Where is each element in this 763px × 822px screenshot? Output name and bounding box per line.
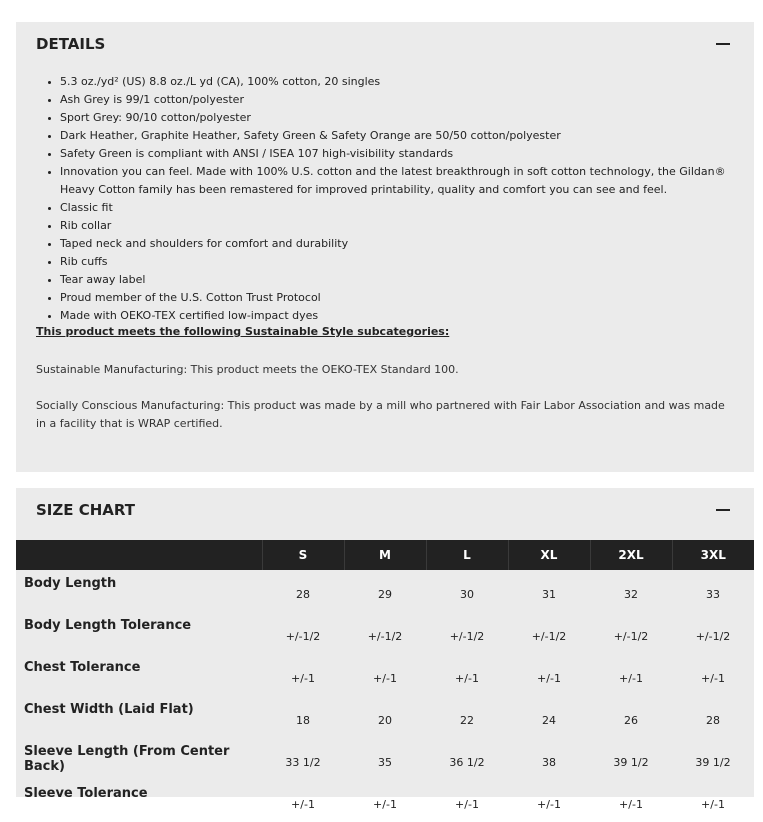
table-cell: 35 [378,755,392,769]
table-cell: +/-1/2 [285,629,321,643]
table-row [16,696,754,738]
size-chart-title: SIZE CHART [36,501,136,519]
size-header-cell: 2XL [590,540,672,570]
table-cell: 30 [460,587,474,601]
table-cell: 28 [706,713,720,727]
table-cell: +/-1/2 [449,629,485,643]
table-cell: +/-1 [619,671,643,685]
details-title: DETAILS [36,35,106,53]
table-cell: +/-1/2 [695,629,731,643]
table-cell: 20 [378,713,392,727]
table-cell: +/-1/2 [613,629,649,643]
table-cell: 29 [378,587,392,601]
table-row [16,570,754,612]
row-label: Sleeve Length (From Center Back) [24,744,230,774]
socially-conscious-text: Socially Conscious Manufacturing: This product was made by a mill who partnered with Fair Labor Association and was made in a facility that is WRAP certified. [36,399,725,430]
size-header-cell: 3XL [672,540,754,570]
table-cell: +/-1/2 [367,629,403,643]
table-cell: +/-1 [373,671,397,685]
row-label: Chest Width (Laid Flat) [24,702,194,717]
table-cell: 22 [460,713,474,727]
list-item: • Tear away label [60,271,760,289]
size-chart-panel [16,488,754,811]
row-label: Sleeve Tolerance [24,786,148,801]
table-cell: 28 [296,587,310,601]
list-item: • Rib cuffs [60,253,760,271]
list-item: • 5.3 oz./yd² (US) 8.8 oz./L yd (CA), 100% cotton, 20 singles [60,73,760,91]
minus-icon[interactable] [716,509,730,511]
details-feature-list [36,73,760,325]
table-cell: 33 1/2 [285,755,321,769]
details-header[interactable] [16,22,754,66]
size-chart-header[interactable] [16,488,754,532]
table-cell: 31 [542,587,556,601]
row-label: Body Length Tolerance [24,618,192,633]
details-panel [16,22,754,472]
list-item: • Safety Green is compliant with ANSI / ISEA 107 high-visibility standards [60,145,760,163]
table-cell: 26 [624,713,638,727]
table-cell: 33 [706,587,720,601]
table-cell: +/-1 [455,797,479,811]
row-label: Body Length [24,576,117,591]
minus-icon[interactable] [716,43,730,45]
size-header-cell: L [426,540,508,570]
size-header-cell: M [344,540,426,570]
size-header-cell: S [262,540,344,570]
table-cell: +/-1 [291,797,315,811]
table-cell: +/-1 [537,797,561,811]
table-cell: 32 [624,587,638,601]
table-cell: 38 [542,755,556,769]
list-item: • Dark Heather, Graphite Heather, Safety Green & Safety Orange are 50/50 cotton/polyester [60,127,760,145]
list-item: • Innovation you can feel. Made with 100% U.S. cotton and the latest breakthrough in soft cotton technology, the Gildan® Heavy Cotton family has been remastered for improved printability, quality and comfort you can see and feel. [60,163,760,199]
table-cell: 18 [296,713,310,727]
table-row [16,654,754,696]
table-cell: +/-1 [537,671,561,685]
row-label: Chest Tolerance [24,660,141,675]
table-cell: +/-1 [373,797,397,811]
size-header-row [16,540,754,570]
table-row [16,612,754,654]
table-row [16,738,754,780]
table-cell: +/-1 [701,671,725,685]
list-item: • Sport Grey: 90/10 cotton/polyester [60,109,760,127]
size-header-cell: XL [508,540,590,570]
table-cell: 36 1/2 [449,755,485,769]
table-cell: +/-1/2 [531,629,567,643]
sustainable-style-heading: This product meets the following Sustainable Style subcategories: [36,325,450,338]
size-header-blank [16,540,262,570]
table-cell: +/-1 [619,797,643,811]
list-item: • Proud member of the U.S. Cotton Trust Protocol [60,289,760,307]
table-cell: +/-1 [455,671,479,685]
table-cell: 39 1/2 [613,755,649,769]
sustainable-manufacturing-text: Sustainable Manufacturing: This product meets the OEKO-TEX Standard 100. [36,363,459,376]
size-table [16,540,754,822]
table-cell: 24 [542,713,556,727]
list-item: • Ash Grey is 99/1 cotton/polyester [60,91,760,109]
list-item: • Rib collar [60,217,760,235]
list-item: • Classic fit [60,199,760,217]
table-cell: 39 1/2 [695,755,731,769]
list-item: • Taped neck and shoulders for comfort and durability [60,235,760,253]
table-cell: +/-1 [291,671,315,685]
table-row [16,780,754,822]
list-item: • Made with OEKO-TEX certified low-impact dyes [60,307,760,325]
table-cell: +/-1 [701,797,725,811]
